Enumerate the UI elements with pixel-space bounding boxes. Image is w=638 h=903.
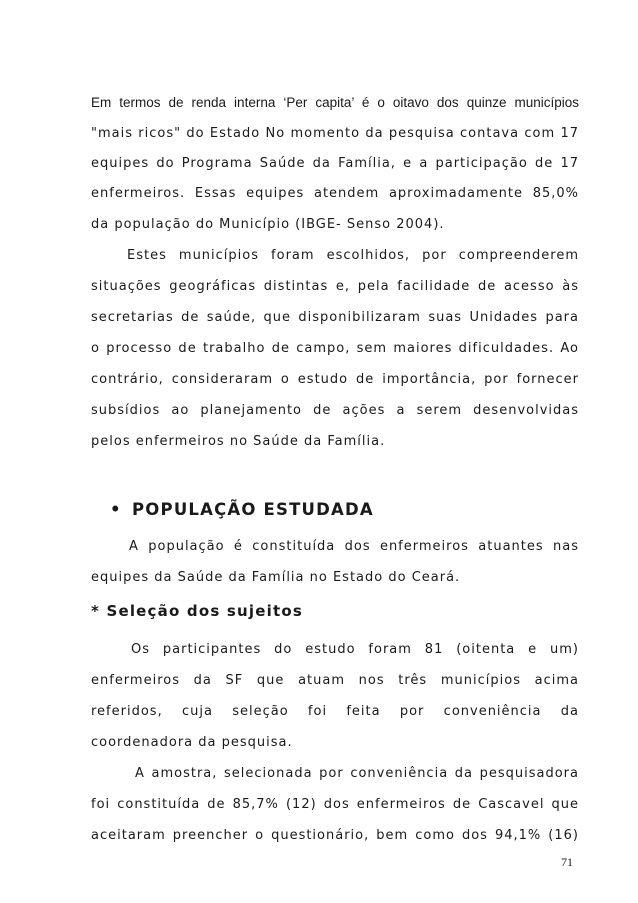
section-heading-text: POPULAÇÃO ESTUDADA — [132, 500, 374, 519]
text-line: o processo de trabalho de campo, sem maiores dificuldades. Ao — [91, 341, 579, 356]
text-line: enfermeiros da SF que atuam nos três municípios acima — [91, 673, 579, 688]
text-line: pelos enfermeiros no Saúde da Família. — [91, 434, 386, 449]
text-line: "mais ricos" do Estado No momento da pesquisa contava com 17 — [91, 126, 579, 141]
text-line: contrário, consideraram o estudo de importância, por fornecer — [91, 372, 579, 387]
text-line: Em termos de renda interna ‘Per capita’ é o oitavo dos quinze municípios — [91, 95, 579, 110]
text-line: subsídios ao planejamento de ações a serem desenvolvidas — [91, 403, 579, 418]
text-line: A população é constituída dos enfermeiros atuantes nas — [129, 539, 579, 554]
text-line: aceitaram preencher o questionário, bem como dos 94,1% (16) — [91, 828, 579, 843]
text-line: enfermeiros. Essas equipes atendem aproximadamente 85,0% — [91, 186, 579, 201]
text-line: foi constituída de 85,7% (12) dos enfermeiros de Cascavel que — [91, 797, 579, 812]
text-line: A amostra, selecionada por conveniência da pesquisadora — [135, 766, 579, 781]
bullet-icon: • — [110, 500, 122, 519]
page-number: 71 — [561, 855, 573, 869]
text-line: secretarias de saúde, que disponibilizaram suas Unidades para — [91, 310, 579, 325]
text-line: situações geográficas distintas e, pela facilidade de acesso às — [91, 279, 579, 294]
subsection-heading-selecao: * Seleção dos sujeitos — [91, 602, 303, 620]
text-line: Estes municípios foram escolhidos, por compreenderem — [127, 248, 579, 263]
text-line: referidos, cuja seleção foi feita por conveniência da — [91, 704, 579, 719]
text-line: coordenadora da pesquisa. — [91, 735, 293, 750]
text-line: equipes do Programa Saúde da Família, e a participação de 17 — [91, 156, 579, 171]
text-line: da população do Município (IBGE- Senso 2004). — [91, 217, 445, 232]
section-heading-populacao — [110, 500, 374, 519]
text-line: Os participantes do estudo foram 81 (oitenta e um) — [131, 642, 579, 657]
text-line: equipes da Saúde da Família no Estado do Ceará. — [91, 570, 461, 585]
